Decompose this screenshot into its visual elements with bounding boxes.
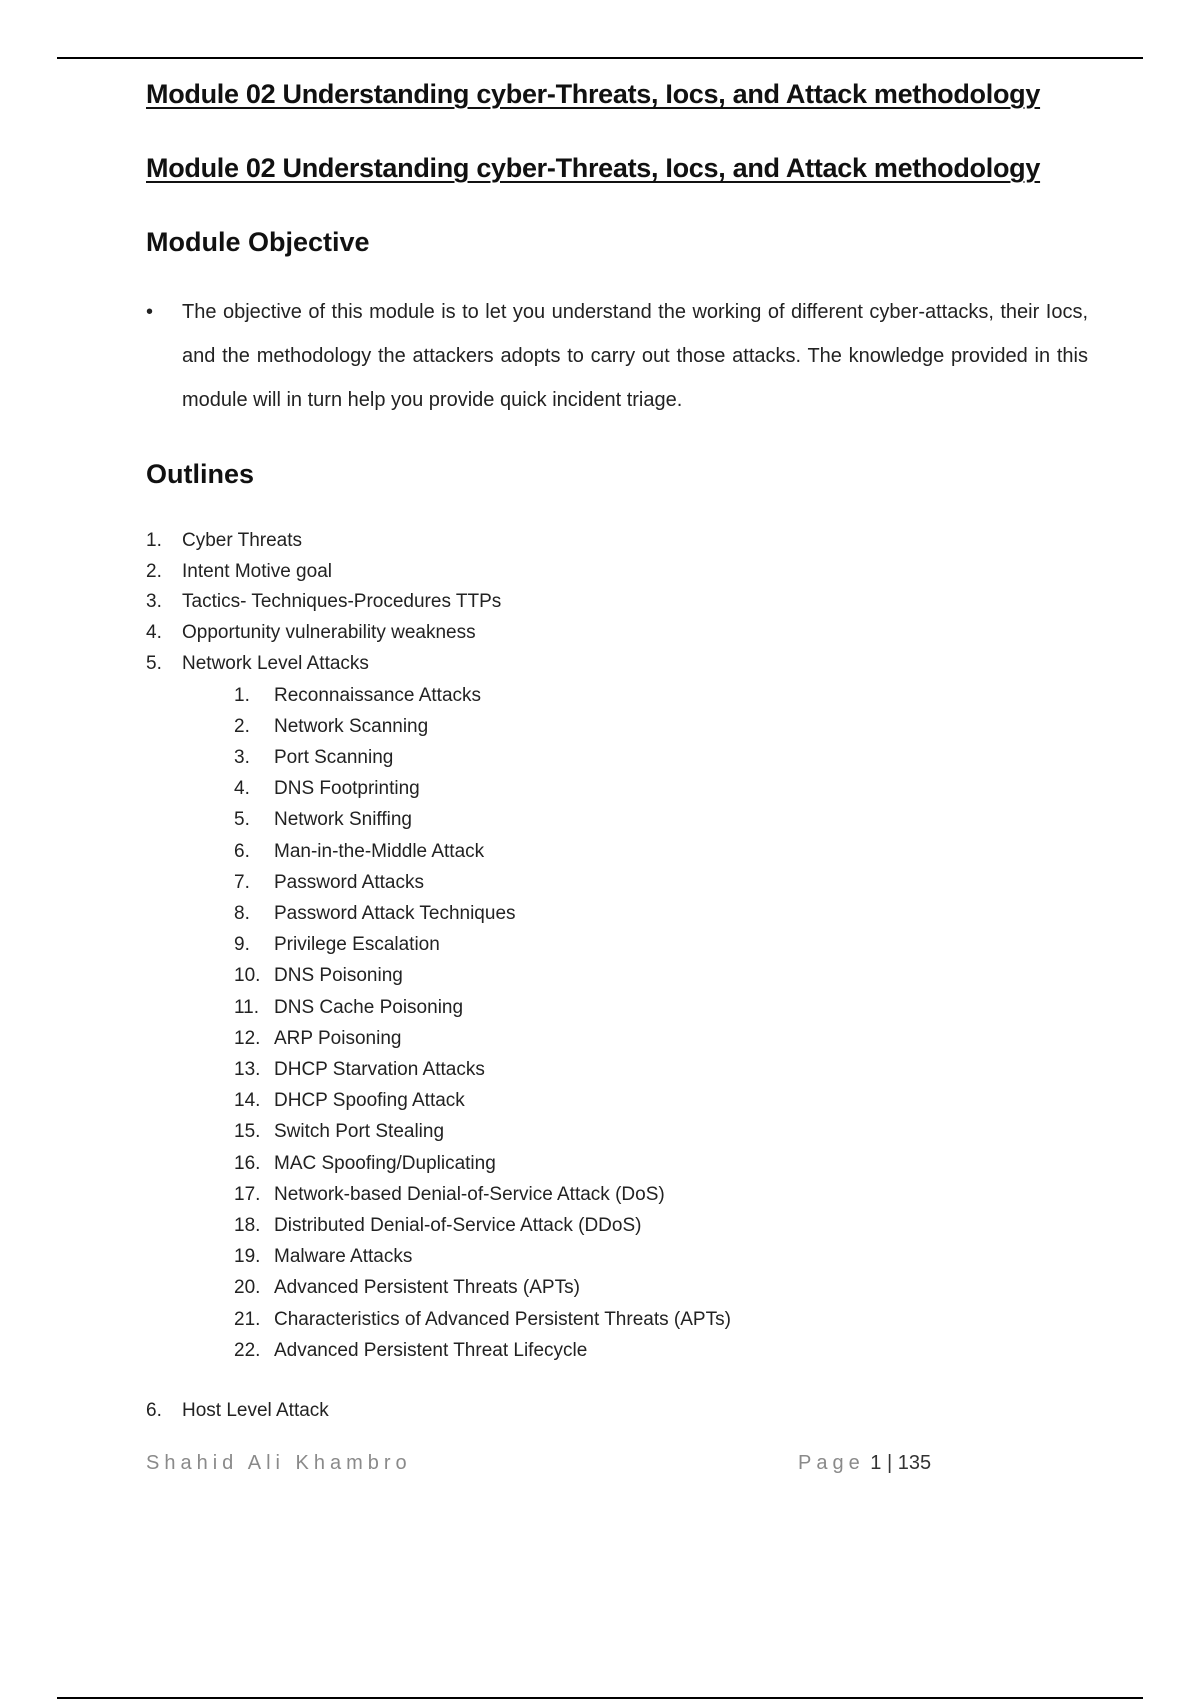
outline-number: 4. <box>146 622 162 644</box>
network-attack-text: Switch Port Stealing <box>274 1121 445 1143</box>
network-attack-item <box>234 1023 1088 1054</box>
outline-item <box>146 557 1088 588</box>
network-attack-text: Reconnaissance Attacks <box>274 684 482 706</box>
network-attack-text: DNS Poisoning <box>274 965 403 987</box>
network-attack-text: Password Attacks <box>274 871 424 893</box>
objective-item <box>146 290 1088 422</box>
network-attack-text: MAC Spoofing/Duplicating <box>274 1152 496 1174</box>
network-attack-number: 15. <box>234 1121 261 1143</box>
network-attack-number: 13. <box>234 1058 261 1080</box>
footer-page-label: Page <box>798 1452 865 1474</box>
network-attack-number: 17. <box>234 1183 261 1205</box>
network-attack-item <box>234 1116 1088 1147</box>
network-attack-text: Malware Attacks <box>274 1246 413 1268</box>
network-attack-item <box>234 898 1088 929</box>
network-attack-number: 1. <box>234 684 250 706</box>
network-attack-number: 18. <box>234 1214 261 1236</box>
network-attack-text: DNS Cache Poisoning <box>274 996 464 1018</box>
network-attack-item <box>234 742 1088 773</box>
outline-number: 5. <box>146 652 162 674</box>
network-attack-text: Advanced Persistent Threats (APTs) <box>274 1277 580 1299</box>
network-attack-number: 14. <box>234 1090 261 1112</box>
network-attack-text: DHCP Spoofing Attack <box>274 1090 465 1112</box>
network-attack-item <box>234 680 1088 711</box>
footer-rule <box>57 1697 1143 1699</box>
network-attack-number: 9. <box>234 934 250 956</box>
outline-number: 1. <box>146 530 162 551</box>
outline-text: Host Level Attack <box>182 1399 329 1421</box>
network-attack-item <box>234 1085 1088 1116</box>
bullet-icon: • <box>146 301 154 323</box>
network-attack-item <box>234 1179 1088 1210</box>
network-attack-text: Advanced Persistent Threat Lifecycle <box>274 1339 588 1361</box>
network-attack-item <box>234 1054 1088 1085</box>
footer-page-info <box>798 1452 931 1475</box>
network-attack-number: 21. <box>234 1308 261 1330</box>
network-attack-item <box>234 960 1088 991</box>
network-attack-item <box>234 1272 1088 1303</box>
outline-list <box>146 526 1088 680</box>
network-attack-item <box>234 929 1088 960</box>
network-attack-text: ARP Poisoning <box>274 1027 402 1049</box>
page-content <box>146 70 1088 1427</box>
network-attack-item <box>234 836 1088 867</box>
outline-item <box>146 618 1088 649</box>
module-title-repeat: Module 02 Understanding cyber-Threats, Iocs, and Attack methodology <box>146 153 1041 183</box>
network-attack-text: Network-based Denial-of-Service Attack (DoS) <box>274 1183 665 1205</box>
outline-item <box>146 587 1088 618</box>
objective-list <box>146 290 1088 422</box>
network-attack-number: 2. <box>234 715 250 737</box>
page-footer <box>146 1452 946 1482</box>
outline-text: Cyber Threats <box>182 530 303 551</box>
network-attack-item <box>234 992 1088 1023</box>
outline-text: Opportunity vulnerability weakness <box>182 622 476 644</box>
footer-author: Shahid Ali Khambro <box>146 1452 412 1474</box>
network-attack-number: 3. <box>234 746 250 768</box>
outline-list-continued <box>146 1396 1088 1427</box>
network-attack-item <box>234 1335 1088 1366</box>
module-title: Module 02 Understanding cyber-Threats, Iocs, and Attack methodology <box>146 79 1041 109</box>
network-attack-number: 7. <box>234 871 250 893</box>
network-attack-number: 10. <box>234 965 261 987</box>
outline-number: 2. <box>146 560 162 582</box>
network-attack-number: 5. <box>234 809 250 831</box>
network-attack-text: Characteristics of Advanced Persistent Threats (APTs) <box>274 1308 731 1330</box>
network-attack-item <box>234 804 1088 835</box>
network-attack-item <box>234 1241 1088 1272</box>
network-attack-text: Network Sniffing <box>274 809 412 831</box>
network-attack-text: Password Attack Techniques <box>274 902 516 924</box>
footer-page-number: 1 <box>870 1452 882 1474</box>
outline-item <box>146 526 1088 557</box>
network-attack-text: Network Scanning <box>274 715 429 737</box>
outline-number: 3. <box>146 591 162 613</box>
network-attack-item <box>234 711 1088 742</box>
outline-item <box>146 1396 1088 1427</box>
network-attack-text: Privilege Escalation <box>274 934 440 956</box>
network-attack-number: 12. <box>234 1027 261 1049</box>
network-attack-text: DHCP Starvation Attacks <box>274 1058 485 1080</box>
outline-number: 6. <box>146 1399 162 1421</box>
footer-separator: | <box>886 1452 893 1474</box>
outline-text: Intent Motive goal <box>182 560 332 582</box>
network-attack-number: 19. <box>234 1246 261 1268</box>
network-attack-item <box>234 1304 1088 1335</box>
network-attack-item <box>234 867 1088 898</box>
network-attack-number: 4. <box>234 778 250 800</box>
network-attack-item <box>234 1210 1088 1241</box>
network-attack-number: 22. <box>234 1339 261 1361</box>
network-attack-number: 11. <box>234 996 260 1018</box>
objective-heading: Module Objective <box>146 227 370 257</box>
network-attack-text: Port Scanning <box>274 746 394 768</box>
objective-text: The objective of this module is to let you understand the working of different cyber-attacks, their Iocs, and the methodology the attackers adopts to carry out those attacks. The knowledge provided in this module will in turn help you provide quick incident triage. <box>182 301 1088 411</box>
outline-text: Network Level Attacks <box>182 652 369 674</box>
network-attack-text: Distributed Denial-of-Service Attack (DDoS) <box>274 1214 642 1236</box>
network-attack-item <box>234 773 1088 804</box>
outlines-heading: Outlines <box>146 459 255 489</box>
footer-page-total: 135 <box>897 1452 932 1474</box>
outline-item <box>146 649 1088 680</box>
network-attack-number: 6. <box>234 840 250 862</box>
network-attack-number: 8. <box>234 902 250 924</box>
network-attack-number: 16. <box>234 1152 261 1174</box>
header-rule <box>57 57 1143 59</box>
network-attack-text: DNS Footprinting <box>274 778 420 800</box>
network-attacks-list <box>146 680 1088 1366</box>
network-attack-text: Man-in-the-Middle Attack <box>274 840 485 862</box>
outline-text: Tactics- Techniques-Procedures TTPs <box>182 591 502 613</box>
network-attack-number: 20. <box>234 1277 261 1299</box>
network-attack-item <box>234 1148 1088 1179</box>
